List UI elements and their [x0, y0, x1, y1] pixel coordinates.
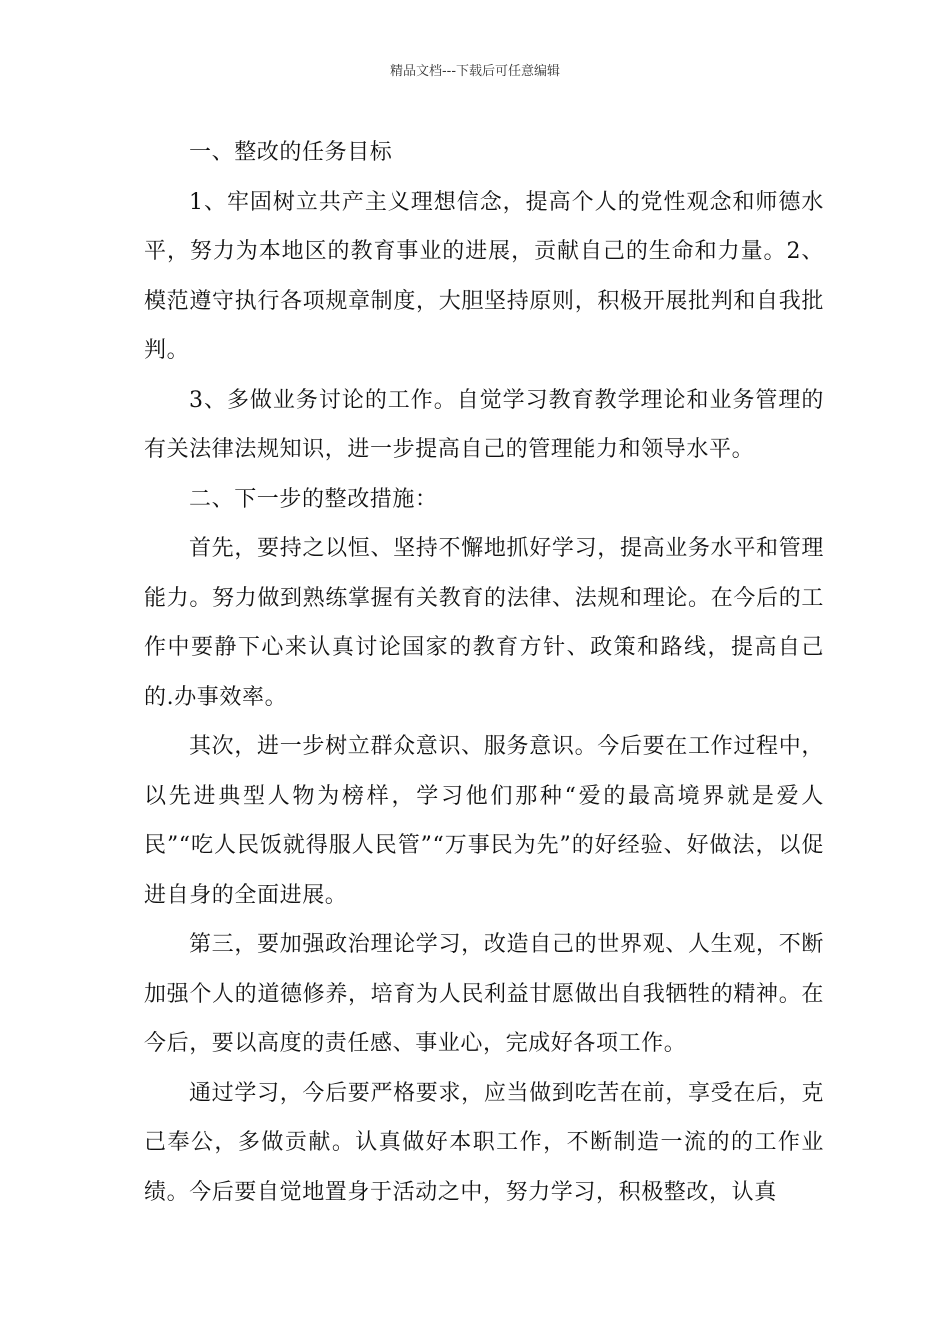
paragraph-measure-first: 首先，要持之以恒、坚持不懈地抓好学习，提高业务水平和管理能力。努力做到熟练掌握有关教育的法律、法规和理论。在今后的工作中要静下心来认真讨论国家的教育方针、政策和路线，提高自己的.办事效率。 — [144, 536, 824, 710]
section-heading-goals: 一、整改的任务目标 — [189, 140, 393, 165]
paragraph-goal-3: 3、多做业务讨论的工作。自觉学习教育教学理论和业务管理的有关法律法规知识，进一步提高自己的管理能力和领导水平。 — [144, 387, 824, 462]
paragraph-measure-third: 第三，要加强政治理论学习，改造自己的世界观、人生观，不断加强个人的道德修养，培育为人民利益甘愿做出自我牺牲的精神。在今后，要以高度的责任感、事业心，完成好各项工作。 — [144, 932, 824, 1056]
paragraph-measure-second: 其次，进一步树立群众意识、服务意识。今后要在工作过程中，以先进典型人物为榜样，学习他们那种“爱的最高境界就是爱人民”“吃人民饭就得服人民管”“万事民为先”的好经验、好做法，以促进自身的全面进展。 — [144, 734, 824, 908]
section-heading-measures: 二、下一步的整改措施： — [189, 486, 438, 512]
document-body — [144, 128, 824, 1217]
paragraph-goal-1-2: 1、牢固树立共产主义理想信念，提高个人的党性观念和师德水平，努力为本地区的教育事业的进展，贡献自己的生命和力量。2、模范遵守执行各项规章制度，大胆坚持原则，积极开展批判和自我批判。 — [144, 189, 824, 363]
paragraph-conclusion: 通过学习，今后要严格要求，应当做到吃苦在前，享受在后，克己奉公，多做贡献。认真做好本职工作，不断制造一流的的工作业绩。今后要自觉地置身于活动之中，努力学习，积极整改，认真 — [144, 1080, 824, 1205]
page-header: 精品文档---下载后可任意编辑 — [389, 64, 561, 79]
